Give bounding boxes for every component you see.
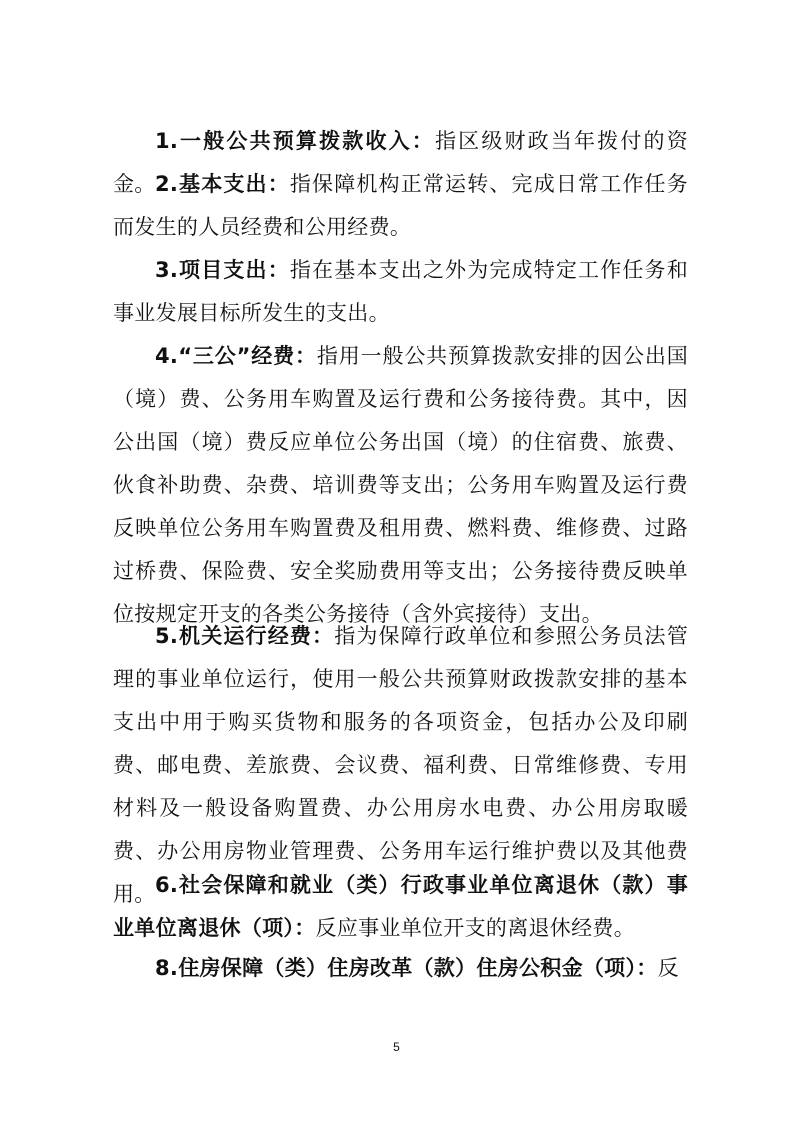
paragraph-8-body: 反 bbox=[657, 956, 679, 980]
paragraph-2 bbox=[113, 163, 688, 249]
paragraph-4-term: 4.“三公”经费： bbox=[155, 344, 317, 368]
paragraph-6 bbox=[113, 864, 688, 950]
paragraph-4-body: 指用一般公共预算拨款安排的因公出国（境）费、公务用车购置及运行费和公务接待费。其中，因公出国（境）费反应单位公务出国（境）的住宿费、旅费、伙食补助费、杂费、培训费等支出；公务用车购置及运行费反映单位公务用车购置费及租用费、燃料费、维修费、过路过桥费、保险费、安全奖励费用等支出；公务接待费反映单位按规定开支的各类公务接待（含外宾接待）支出。 bbox=[113, 344, 688, 626]
paragraph-8-term: 8.住房保障（类）住房改革（款）住房公积金（项）： bbox=[155, 956, 658, 980]
page-number: 5 bbox=[393, 1040, 400, 1054]
paragraph-3-term: 3.项目支出： bbox=[155, 258, 290, 282]
paragraph-6-body: 反应事业单位开支的离退休经费。 bbox=[315, 916, 635, 940]
paragraph-3 bbox=[113, 249, 688, 335]
paragraph-2-body: 指保障机构正常运转、完成日常工作任务而发生的人员经费和公用经费。 bbox=[113, 172, 688, 239]
paragraph-5-term: 5.机关运行经费： bbox=[155, 624, 335, 648]
paragraph-4 bbox=[113, 335, 688, 636]
paragraph-8 bbox=[113, 947, 688, 990]
paragraph-1-term: 1.一般公共预算拨款收入： bbox=[155, 129, 435, 153]
paragraph-6-term: 6.社会保障和就业（类）行政事业单位离退休（款）事业单位离退休（项）： bbox=[113, 873, 688, 940]
paragraph-2-term: 2.基本支出： bbox=[155, 172, 290, 196]
paragraph-1-body: 指区级财政当年拨付的资金。 bbox=[113, 129, 688, 196]
paragraph-5-body: 指为保障行政单位和参照公务员法管理的事业单位运行，使用一般公共预算财政拨款安排的基本支出中用于购买货物和服务的各项资金，包括办公及印刷费、邮电费、差旅费、会议费、福利费、日常维修费、专用材料及一般设备购置费、办公用房水电费、办公用房取暖费、办公用房物业管理费、公务用车运行维护费以及其他费用。 bbox=[113, 624, 688, 906]
paragraph-3-body: 指在基本支出之外为完成特定工作任务和事业发展目标所发生的支出。 bbox=[113, 258, 688, 325]
